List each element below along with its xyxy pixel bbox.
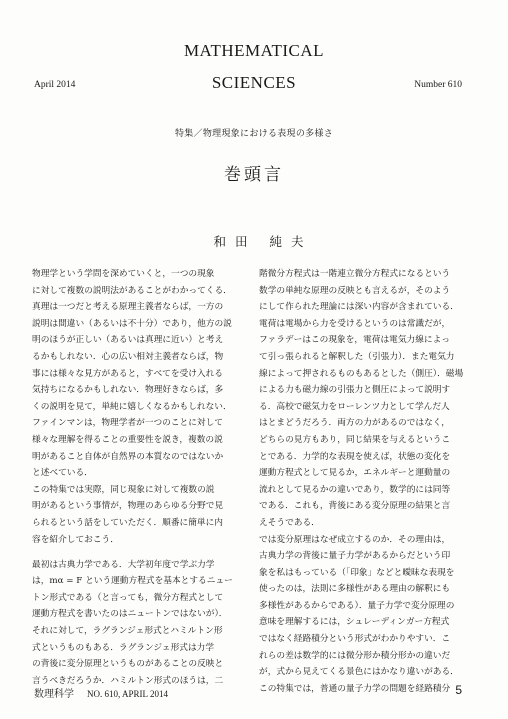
special-feature-heading: 特集／物理現象における表現の多様さ [174, 129, 334, 139]
body-column-left [32, 266, 256, 689]
body-line: 線によって押されるものもあるとした（側圧）．磁場 [259, 368, 464, 379]
body-line: 流れとして見るかの違いであり，数学的には同等 [259, 484, 451, 495]
body-line: の背後に変分原理というものがあることの反映と [32, 659, 224, 670]
issue-date: April 2014 [34, 80, 76, 90]
body-line: はとまどうだろう．両方の力があるのではなく， [259, 418, 450, 429]
body-line: れらの差は数学的には微分形か積分形かの違いだ [259, 650, 451, 661]
page-number: 5 [455, 683, 462, 697]
body-line: は，mα = F という運動方程式を基本とするニュー [32, 576, 233, 587]
body-line: 使ったのは，法則に多様性がある理由の解釈にも [259, 584, 451, 595]
body-line: 運動方程式として見るか，エネルギーと運動量の [259, 468, 451, 479]
body-line: 明があること自体が自然界の本質なのではないか [32, 451, 224, 462]
body-line: るかもしれない．心の広い相対主義者ならば，物 [32, 351, 224, 362]
body-line: 様々な理解を得ることの重要性を説き，複数の説 [32, 434, 223, 445]
body-line: に対して複数の説明法があることがわかってくる． [32, 285, 232, 296]
body-line: 事には様々な見方があると，すべてを受け入れる [32, 368, 223, 379]
body-line: 電荷は電場から力を受けるというのは常識だが， [259, 318, 451, 329]
author-name: 和田 純夫 [213, 234, 313, 249]
body-line: 最初は古典力学である．大学初年度で学ぶ力学 [32, 559, 215, 570]
body-line: ファインマンは，物理学者が一つのことに対して [32, 418, 223, 429]
body-line: 容を紹介しておこう． [32, 534, 119, 545]
body-line: では変分原理はなぜ成立するのか．その理由は， [259, 534, 451, 545]
body-line: 階微分方程式は一階連立微分方程式になるという [259, 269, 451, 279]
body-line: トン形式である（と言っても，微分方程式として [32, 592, 224, 603]
journal-title-line2: SCIENCES [211, 73, 297, 92]
footer-journal [34, 685, 168, 700]
body-line: この特集では実際，同じ現象に対して複数の説 [32, 484, 215, 495]
body-line: 明があるという事情が，物理のあらゆる分野で見 [32, 501, 224, 512]
body-line: この特集では，普通の量子力学の問題を経路積分 [259, 683, 451, 694]
body-line: それに対して，ラグランジェ形式とハミルトン形 [32, 625, 223, 636]
body-line: る．高校で磁気力をローレンツ力として学んだ人 [259, 401, 450, 412]
body-line: 運動方程式を書いたのはニュートンではないが）． [32, 609, 228, 620]
body-line: 明のほうが正しい（あるいは真理に近い）と考え [32, 335, 224, 346]
issue-number: Number 610 [414, 80, 462, 90]
body-line: 真理は一つだと考える原理主義者ならば，一方の [32, 302, 224, 313]
body-line: 式というものもある．ラグランジェ形式は力学 [32, 642, 215, 653]
body-line: どちらの見方もあり，同じ結果を与えるというこ [259, 434, 451, 445]
footer-journal-name: 数理科学 [34, 689, 74, 700]
journal-title-line1: MATHEMATICAL [183, 41, 325, 60]
body-line: 言うべきだろうか．ハミルトン形式のほうは，二 [32, 675, 224, 686]
body-line: 多様性があるからである）．量子力学で変分原理の [259, 600, 455, 611]
body-line: が，式から見えてくる景色にはかなり違いがある． [259, 667, 459, 678]
body-line: 数学の単純な原理の反映とも言えるが，そのよう [259, 285, 451, 296]
body-line: 意味を理解するには，シュレーディンガー方程式 [259, 617, 450, 628]
body-line: 象を私はもっている（「印象」などと曖昧な表現を [259, 567, 455, 578]
body-line: くの説明を見て，単純に嬉しくなるかもしれない． [32, 401, 232, 412]
body-line: えそうである． [259, 517, 320, 528]
body-line: である．これも，背後にある変分原理の結果と言 [259, 501, 451, 512]
body-line: ファラデーはこの現象を，電荷は電気力線によっ [259, 335, 450, 346]
body-line: ではなく経路積分という形式がわかりやすい．こ [259, 634, 451, 645]
footer-issue: NO. 610, APRIL 2014 [87, 689, 168, 699]
body-line: 古典力学の背後に量子力学があるからだという印 [259, 551, 451, 562]
body-line: による力も磁力線の引張力と側圧によって説明す [259, 385, 451, 396]
article-title: 巻頭言 [224, 165, 284, 185]
body-line: とである．力学的な表現を使えば，状態の変化を [259, 451, 451, 462]
body-line: て引っ張られると解釈した（引張力）．また電気力 [259, 351, 455, 362]
body-line: 物理学という学問を深めていくと，一つの現象 [32, 269, 215, 279]
body-column-right [259, 266, 483, 697]
body-line: 説明は間違い（あるいは不十分）であり，他方の説 [32, 318, 232, 329]
body-line: られるという話をしていただく．順番に簡単に内 [32, 517, 223, 528]
body-line: と述べている． [32, 468, 93, 479]
body-line [32, 548, 256, 557]
body-line: にして作られた理論には深い内容が含まれている． [259, 302, 459, 313]
body-line: 気持ちになるかもしれない．物理好きならば，多 [32, 385, 224, 396]
